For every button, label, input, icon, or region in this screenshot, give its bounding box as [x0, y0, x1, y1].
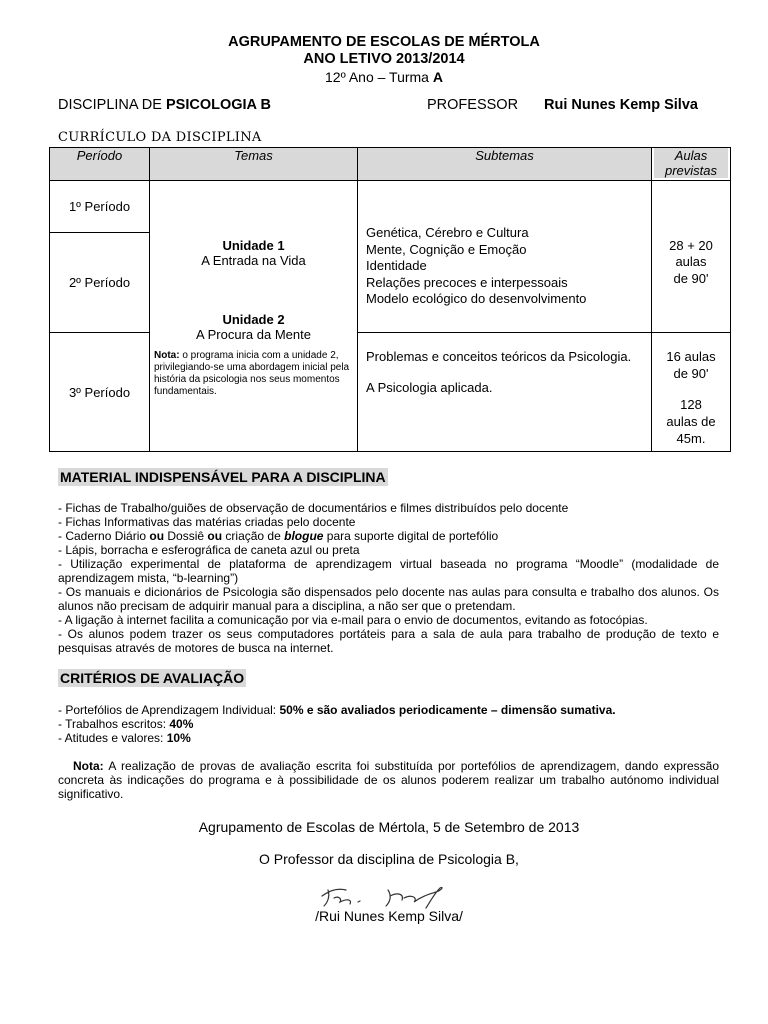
aulas-line: 128	[680, 397, 702, 412]
header-temas: Temas	[150, 148, 358, 181]
list-item: - Fichas de Trabalho/guiões de observação de documentários e filmes distribuídos pelo docente	[58, 501, 569, 515]
subtema-item: Genética, Cérebro e Cultura	[366, 225, 529, 241]
class-line	[0, 69, 768, 86]
place-date: Agrupamento de Escolas de Mértola, 5 de Setembro de 2013	[198, 819, 580, 835]
period-cell-2: 2º Período	[50, 233, 150, 333]
item-emphasis: blogue	[284, 529, 324, 543]
professor-name: Rui Nunes Kemp Silva	[544, 97, 698, 113]
list-item	[58, 731, 719, 745]
item-text: para suporte digital de portefólio	[323, 529, 499, 543]
aulas-line: aulas de	[666, 414, 716, 429]
unit-note-text: o programa inicia com a unidade 2, privilegiando-se uma abordagem inicial pela história da psicologia nos seus momentos fundamentais.	[154, 350, 350, 397]
aulas-line: de 90'	[673, 366, 709, 381]
header-aulas-line1: Aulas	[654, 148, 728, 163]
class-turma: A	[432, 69, 443, 85]
table-row	[50, 181, 731, 233]
criteria-list	[58, 703, 719, 745]
subtema-item: Relações precoces e interpessoais	[366, 274, 568, 290]
unit-note	[154, 350, 353, 398]
period-cell-1: 1º Período	[50, 181, 150, 233]
subtema-item: A Psicologia aplicada.	[366, 380, 493, 395]
item-text: - Portefólios de Aprendizagem Individual:	[58, 703, 280, 717]
header-aulas-line2: previstas	[654, 163, 728, 178]
signer-role: O Professor da disciplina de Psicologia B,	[259, 851, 519, 867]
professor-line	[427, 97, 698, 113]
note-text: A realização de provas de avaliação escrita foi substituída por portefólios de aprendizagem, dando expressão concreta às indicações do programa e à possibilidade de os alunos poderem realizar um trabalho autónomo individual significativo.	[58, 759, 719, 801]
period-cell-3: 3º Período	[50, 333, 150, 452]
item-text: Dossiê	[164, 529, 208, 543]
school-name: AGRUPAMENTO DE ESCOLAS DE MÉRTOLA	[228, 34, 540, 50]
item-emphasis: ou	[149, 529, 165, 543]
class-prefix: 12º Ano – Turma	[325, 69, 433, 85]
discipline-label: DISCIPLINA DE	[58, 97, 166, 113]
list-item: - Utilização experimental de plataforma de aprendizagem virtual baseada no programa “Moodle” (modalidade de aprendizagem mista, “b-learning”)	[58, 557, 719, 585]
aulas-cell-1	[652, 181, 731, 333]
professor-label: PROFESSOR	[427, 97, 519, 113]
item-text: criação de	[222, 529, 285, 543]
item-emphasis: 50% e são avaliados periodicamente – dimensão sumativa.	[279, 703, 616, 717]
subtema-item: Modelo ecológico do desenvolvimento	[366, 291, 587, 307]
header-periodo: Período	[50, 148, 150, 181]
signer-name: /Rui Nunes Kemp Silva/	[315, 908, 463, 924]
item-emphasis: 40%	[169, 717, 194, 731]
list-item	[58, 717, 719, 731]
curriculum-table	[49, 147, 731, 452]
subtema-item: Identidade	[366, 258, 427, 274]
subtema-item: Mente, Cognição e Emoção	[366, 241, 527, 257]
list-item: - Os alunos podem trazer os seus computadores portáteis para a sala de aula para trabalho de produção de texto e pesquisas através de motores de busca na internet.	[58, 627, 719, 655]
curriculum-title: CURRÍCULO DA DISCIPLINA	[58, 130, 262, 145]
subtemas-cell-1	[358, 181, 652, 333]
criteria-note	[58, 759, 719, 801]
subtemas-cell-2	[358, 333, 652, 452]
unit1-name: A Entrada na Vida	[201, 253, 306, 268]
table-header-row	[50, 148, 731, 181]
aulas-cell-2	[652, 333, 731, 452]
aulas-line: 16 aulas	[666, 349, 716, 364]
list-item: - A ligação à internet facilita a comunicação por via e-mail para o envio de documentos, evitando as fotocópias.	[58, 613, 648, 627]
material-list	[58, 501, 719, 655]
aulas-line: 28 + 20	[669, 237, 713, 253]
school-year: ANO LETIVO 2013/2014	[303, 51, 465, 67]
unit1-title: Unidade 1	[222, 238, 285, 253]
list-item	[58, 703, 719, 717]
header-subtemas: Subtemas	[358, 148, 652, 181]
list-item	[58, 529, 719, 543]
subtema-item: Problemas e conceitos teóricos da Psicologia.	[366, 349, 632, 364]
aulas-line: de 90'	[673, 270, 709, 286]
item-emphasis: 10%	[166, 731, 191, 745]
temas-cell	[150, 181, 358, 452]
note-label: Nota:	[73, 759, 104, 773]
list-item: - Lápis, borracha e esferográfica de caneta azul ou preta	[58, 543, 360, 557]
unit2-title: Unidade 2	[222, 312, 285, 327]
signature-icon	[318, 880, 458, 910]
discipline-line	[58, 97, 271, 113]
item-text: - Atitudes e valores:	[58, 731, 167, 745]
aulas-line: 45m.	[676, 431, 706, 446]
unit2-name: A Procura da Mente	[196, 327, 311, 342]
item-text: - Caderno Diário	[58, 529, 150, 543]
criteria-title: CRITÉRIOS DE AVALIAÇÃO	[60, 670, 245, 686]
header-aulas	[652, 148, 731, 181]
material-title: MATERIAL INDISPENSÁVEL PARA A DISCIPLINA	[60, 469, 386, 485]
item-emphasis: ou	[207, 529, 223, 543]
aulas-line: aulas	[675, 254, 707, 270]
item-text: - Trabalhos escritos:	[58, 717, 170, 731]
discipline-name: PSICOLOGIA B	[165, 97, 271, 113]
unit-note-label: Nota:	[154, 350, 180, 361]
list-item: - Os manuais e dicionários de Psicologia são dispensados pelo docente nas aulas para consulta e trabalho dos alunos. Os alunos não precisam de adquirir manual para a disciplina, a não ser que o pretendam.	[58, 585, 719, 613]
list-item: - Fichas Informativas das matérias criadas pelo docente	[58, 515, 356, 529]
